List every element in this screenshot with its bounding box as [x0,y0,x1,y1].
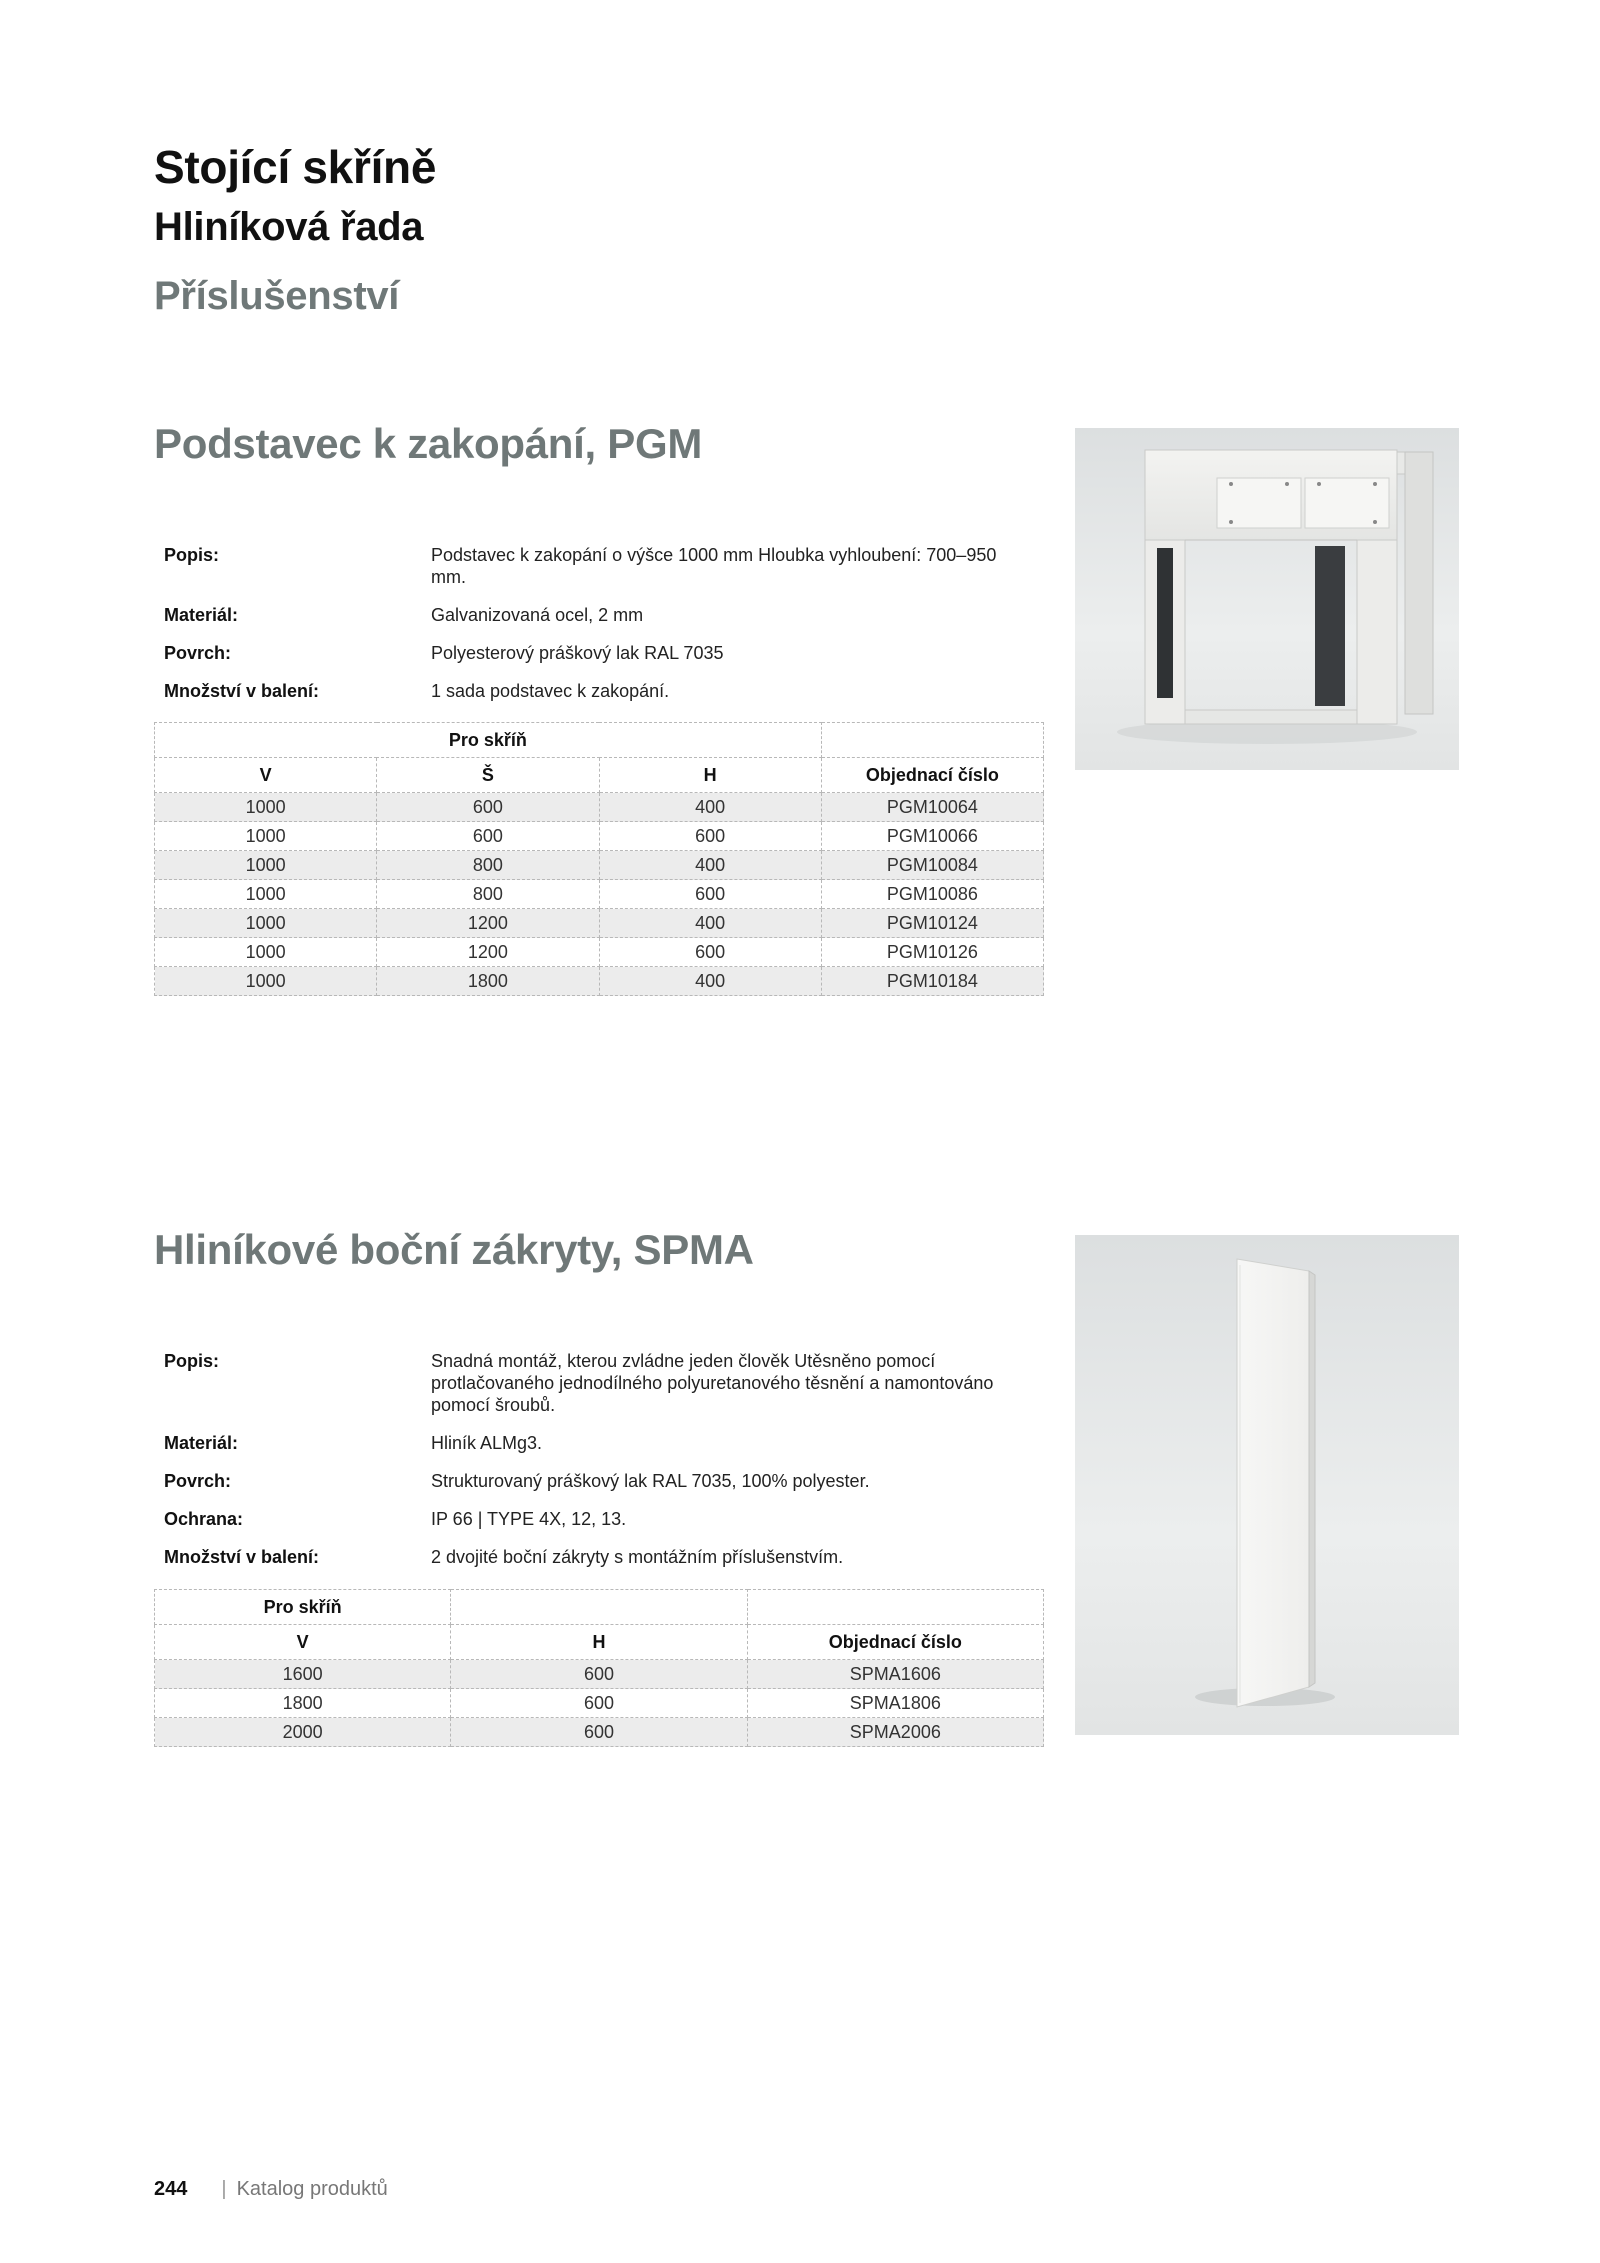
table-row [155,1718,1044,1747]
column-header: Objednací číslo [747,1625,1043,1660]
page-number: 244 [154,2178,188,2200]
table-row [155,938,1044,967]
prop-label: Materiál: [164,605,239,625]
cell: 600 [599,938,821,967]
cell: 1000 [155,967,377,996]
prop-label: Materiál: [164,1433,239,1453]
table-group-header: Pro skříň [155,723,822,758]
cell: 1600 [155,1660,451,1689]
prop-value: Strukturovaný práškový lak RAL 7035, 100% polyester. [431,1471,870,1491]
prop-label: Množství v balení: [164,681,320,701]
prop-value: Podstavec k zakopání o výšce 1000 mm Hloubka vyhloubení: 700–950 mm. [431,545,997,587]
cell: PGM10064 [821,793,1043,822]
cell: 1800 [377,967,599,996]
spma-prop-row [154,1508,1044,1530]
table-row [155,967,1044,996]
prop-value: 2 dvojité boční zákryty s montážním příslušenstvím. [431,1547,844,1567]
cell: 600 [377,822,599,851]
column-header: H [599,758,821,793]
table-group-header-empty [451,1590,747,1625]
cell: 400 [599,909,821,938]
table-row [155,909,1044,938]
pgm-prop-row [154,544,1044,588]
footer-separator: | [221,2178,227,2200]
cell: 600 [377,793,599,822]
table-row [155,1689,1044,1718]
cell: SPMA1806 [747,1689,1043,1718]
cell: 600 [451,1660,747,1689]
cell: PGM10124 [821,909,1043,938]
prop-value: Polyesterový práškový lak RAL 7035 [431,643,724,663]
prop-value: Snadná montáž, kterou zvládne jeden člověk Utěsněno pomocí protlačovaného jednodílného polyuretanového těsnění a namontováno pomocí šroubů. [431,1351,994,1415]
table-group-header-empty [821,723,1043,758]
pgm-spec-table [154,722,1044,996]
cell: 1000 [155,793,377,822]
page-footer [154,2178,388,2201]
pgm-properties [154,544,1044,718]
pgm-prop-row [154,680,1044,702]
spma-spec-table [154,1589,1044,1747]
cell: PGM10086 [821,880,1043,909]
cell: 1000 [155,822,377,851]
table-group-header: Pro skříň [155,1590,451,1625]
table-row [155,851,1044,880]
cell: 600 [451,1689,747,1718]
column-header: V [155,758,377,793]
column-header: V [155,1625,451,1660]
plinth-illustration [1075,428,1459,770]
prop-value: 1 sada podstavec k zakopání. [431,681,670,701]
cell: PGM10066 [821,822,1043,851]
spma-properties [154,1350,1044,1584]
prop-label: Popis: [164,1351,220,1371]
cell: PGM10126 [821,938,1043,967]
cell: 400 [599,851,821,880]
side-panel-illustration [1075,1235,1459,1735]
cell: 400 [599,793,821,822]
column-header: H [451,1625,747,1660]
spma-prop-row [154,1432,1044,1454]
pgm-product-image [1075,428,1459,770]
prop-label: Popis: [164,545,220,565]
prop-value: Galvanizovaná ocel, 2 mm [431,605,644,625]
page-category: Příslušenství [154,274,400,318]
cell: 600 [599,822,821,851]
page-title: Stojící skříně [154,141,437,193]
cell: 1800 [155,1689,451,1718]
table-row [155,793,1044,822]
spma-prop-row [154,1470,1044,1492]
cell: 1000 [155,880,377,909]
table-group-header-empty [747,1590,1043,1625]
table-row [155,1660,1044,1689]
prop-label: Ochrana: [164,1509,244,1529]
prop-label: Povrch: [164,643,232,663]
cell: 400 [599,967,821,996]
table-row [155,822,1044,851]
spma-prop-row [154,1546,1044,1568]
cell: 1200 [377,938,599,967]
cell: SPMA1606 [747,1660,1043,1689]
cell: 600 [599,880,821,909]
cell: 800 [377,851,599,880]
spma-product-image [1075,1235,1459,1735]
cell: 1000 [155,851,377,880]
cell: PGM10084 [821,851,1043,880]
spma-prop-row [154,1350,1044,1416]
cell: 800 [377,880,599,909]
table-row [155,880,1044,909]
column-header: Objednací číslo [821,758,1043,793]
page-subtitle: Hliníková řada [154,205,424,249]
pgm-prop-row [154,642,1044,664]
catalog-label: Katalog produktů [236,2178,388,2200]
prop-label: Množství v balení: [164,1547,320,1567]
spma-section-title: Hliníkové boční zákryty, SPMA [154,1226,754,1273]
prop-label: Povrch: [164,1471,232,1491]
column-header: Š [377,758,599,793]
prop-value: IP 66 | TYPE 4X, 12, 13. [431,1509,627,1529]
cell: 1200 [377,909,599,938]
cell: 600 [451,1718,747,1747]
pgm-section-title: Podstavec k zakopání, PGM [154,420,703,467]
cell: SPMA2006 [747,1718,1043,1747]
cell: 1000 [155,909,377,938]
prop-value: Hliník ALMg3. [431,1433,543,1453]
cell: 2000 [155,1718,451,1747]
cell: PGM10184 [821,967,1043,996]
cell: 1000 [155,938,377,967]
pgm-prop-row [154,604,1044,626]
